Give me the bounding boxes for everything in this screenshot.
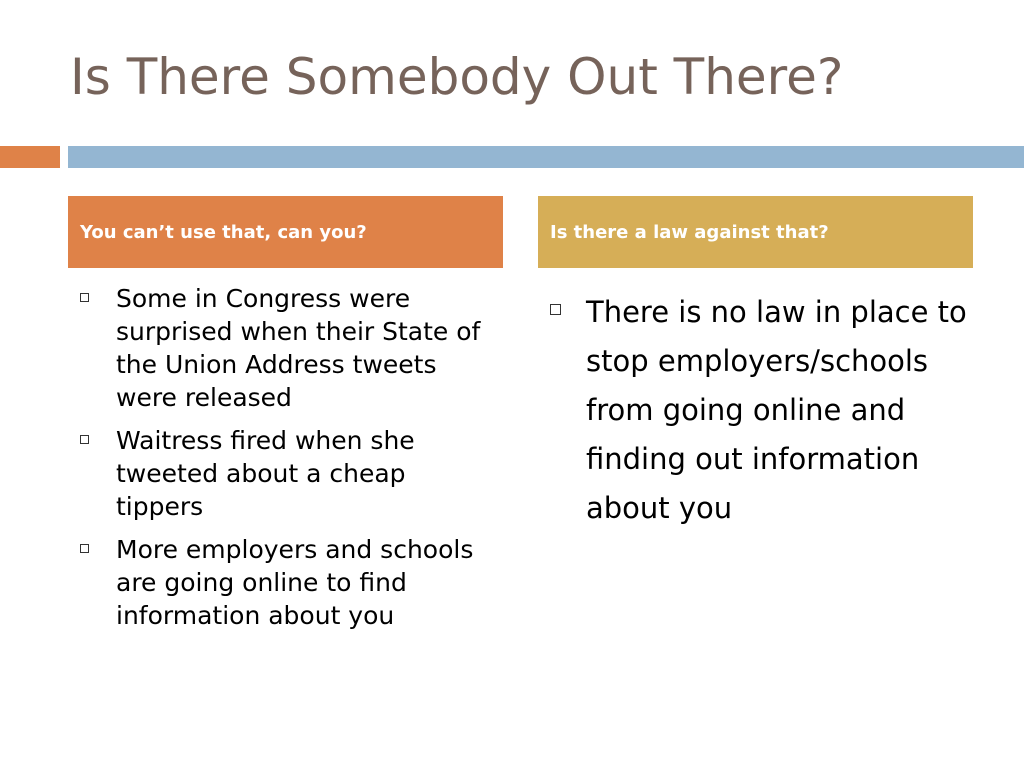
left-column-header-label: You can’t use that, can you?	[80, 221, 367, 243]
accent-bar-blue	[68, 146, 1024, 168]
square-bullet-icon	[80, 435, 89, 444]
left-column-header	[68, 196, 503, 268]
right-column-header	[538, 196, 973, 268]
square-bullet-icon	[80, 293, 89, 302]
list-item	[550, 288, 970, 533]
square-bullet-icon	[550, 304, 561, 315]
list-item	[80, 282, 500, 414]
list-item	[80, 533, 500, 632]
list-item-text: More employers and schools are going online to find information about you	[116, 535, 474, 630]
list-item-text: Waitress fired when she tweeted about a cheap tippers	[116, 426, 415, 521]
right-column-header-label: Is there a law against that?	[550, 221, 829, 243]
list-item-text: There is no law in place to stop employers/schools from going online and finding out information about you	[586, 295, 967, 525]
slide-title: Is There Somebody Out There?	[70, 48, 844, 106]
left-bullet-list	[80, 282, 500, 642]
accent-bar-orange	[0, 146, 60, 168]
list-item-text: Some in Congress were surprised when their State of the Union Address tweets were released	[116, 284, 481, 412]
square-bullet-icon	[80, 544, 89, 553]
right-bullet-list	[550, 288, 970, 533]
list-item	[80, 424, 500, 523]
